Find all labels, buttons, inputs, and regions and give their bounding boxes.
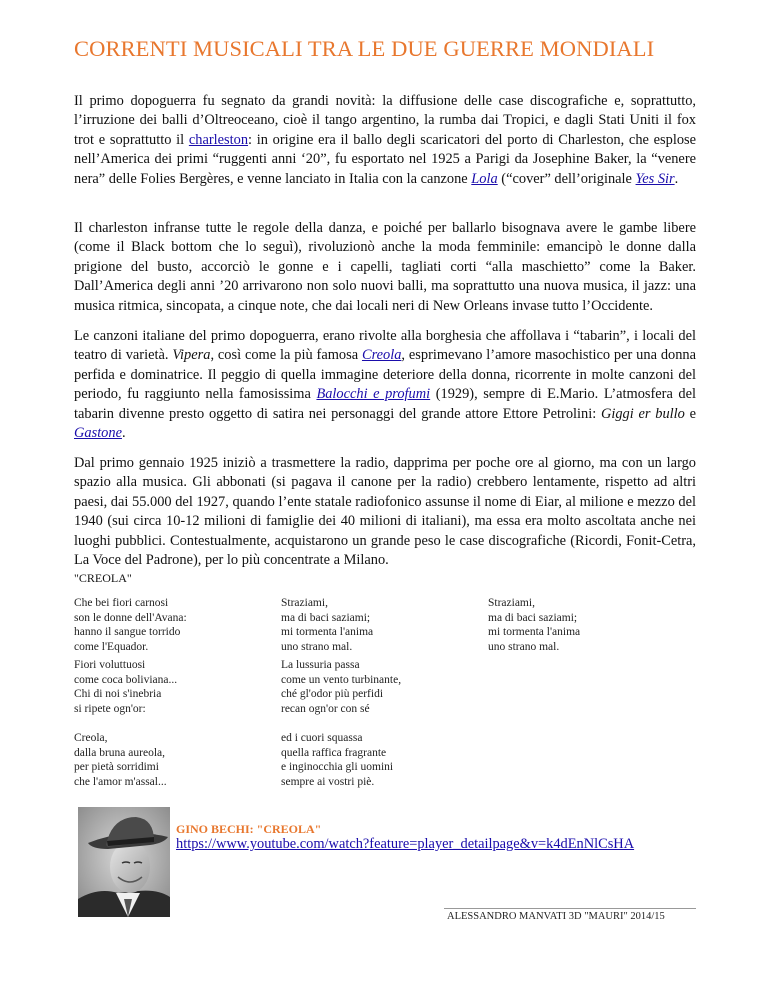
lyric-line: La lussuria passa [281,659,360,671]
paragraph-4 [74,454,696,570]
footer-divider [444,908,696,909]
lyric-line: come coca boliviana... [74,673,178,686]
lyric-line: recan ogn'or con sé [281,702,370,715]
lyric-line: ed i cuori squassa [281,732,363,744]
lyric-line: si ripete ogn'or: [74,702,146,715]
lyrics-stanza [74,596,187,654]
paragraph-text: . [121,425,126,442]
youtube-link[interactable]: https://www.youtube.com/watch?feature=player_detailpage&v=k4dEnNlCsHA [176,836,635,852]
lyric-line: hanno il sangue torrido [74,626,181,639]
lyric-line: Fiori voluttuosi [74,659,146,671]
lyric-line: Creola, [74,732,108,744]
paragraph-text: : in origine era il ballo degli scaricatori del porto di Charleston, che esplose nell’America dei primi “ruggenti anni ‘20”, fu esportato nel 1925 a Parigi da Josephine Baker, la “venere nera” delle Folies Bergères, e venne lanciato in Italia con la canzone [74,131,696,187]
lyric-line: mi tormenta l'anima [488,626,581,639]
inline-link[interactable]: Gastone [74,425,122,442]
lyrics-stanza [488,596,580,654]
lyric-line: come un vento turbinante, [281,673,402,686]
lyrics-stanza [281,596,373,654]
footer-credit: ALESSANDRO MANVATI 3D "MAURI" 2014/15 [447,911,665,922]
video-label: GINO BECHI: "CREOLA" [176,822,322,836]
paragraph-text: Il primo dopoguerra fu segnato da grandi novità: la diffusione delle case discografiche e, soprattutto, l’irruzione dei balli d’Oltreoceano, cioè il tango argentino, la rumba dai Tropici, e dagli Stati Uniti il fox trot e soprattutto il [74,93,696,148]
paragraph-1 [74,92,696,189]
paragraph-text: , esprimevano l’amore masochistico per una donna perfida e dominatrice. Il peggio di quella immagine deteriore della donna, ricorrente in molte canzoni del periodo, fu raggiunto nella famosissima [74,347,696,403]
lyric-line: son le donne dell'Avana: [74,611,187,624]
lyric-line: ma di baci saziami; [281,611,371,624]
lyric-line: e inginocchia gli uomini [281,761,394,774]
paragraph-3 [74,327,696,443]
paragraph-text: Il charleston infranse tutte le regole della danza, e poiché per ballarlo bisognava avere le gambe libere (come il Black bottom che lo seguì), rivoluzionò anche la moda femminile: emancipò le donne dalla prigione del busto, accorciò le gonne e i capelli, tagliati corti “alla maschietto” come la Baker. Dall’America degli anni ’20 arrivarono non solo nuovi balli, ma soprattutto una nuova musica, il jazz: una musica ritmica, sincopata, a cinque note, che dai locali neri di New Orleans invase tutto l’Occidente. [74,220,696,314]
lyric-line: quella raffica fragrante [281,746,387,759]
song-title: "CREOLA" [74,571,132,585]
lyric-line: dalla bruna aureola, [74,746,165,759]
lyrics-stanza [74,731,167,789]
paragraph-text: . [674,170,679,187]
paragraph-2 [74,219,696,316]
inline-link[interactable]: Balocchi e profumi [316,386,431,403]
paragraph-text: (“cover” dell’originale [497,170,636,187]
emphasis-text: Vipera [172,347,211,364]
inline-link[interactable]: charleston [188,131,249,148]
paragraph-text: , così come la più famosa [210,347,362,364]
inline-link[interactable]: Lola [471,170,498,187]
lyric-line: mi tormenta l'anima [281,626,374,639]
lyric-line: Che bei fiori carnosi [74,597,169,609]
lyric-line: ma di baci saziami; [488,611,578,624]
lyric-line: che l'amor m'assal... [74,775,167,788]
lyric-line: ché gl'odor più perfidi [281,688,384,701]
lyric-line: per pietà sorridimi [74,761,159,774]
emphasis-text: Giggi er bullo [600,405,685,422]
paragraph-text: Dal primo gennaio 1925 iniziò a trasmettere la radio, dapprima per poche ore al giorno, ma con un largo spazio alla musica. Gli abbonati (si pagava il canone per la radio) crebbero lentamente, rispetto ad altri paesi, dai 55.000 del 1927, quando l’ente statale radiofonico assunse il nome di Eiar, al milione e mezzo del 1940 (sui circa 10-12 milioni di famiglie dei 40 milioni di italiani), ma essa era molto ascoltata anche nei luoghi pubblici. Contestualmente, acquistarono un grande peso le case discografiche (Ricordi, Fonit-Cetra, La Voce del Padrone), per lo più concentrate a Milano. [74,455,696,569]
lyrics-stanza [281,731,393,789]
lyric-line: Straziami, [488,597,535,609]
lyrics-stanza [74,658,177,716]
page-title: CORRENTI MUSICALI TRA LE DUE GUERRE MONDIALI [74,36,655,61]
lyric-line: come l'Equador. [74,640,149,653]
lyric-line: Chi di noi s'inebria [74,688,162,701]
lyrics-stanza [281,658,401,716]
paragraph-text: (1929), sempre di E.Mario. L’atmosfera del tabarin divenne presto oggetto di satira nei personaggi del grande attore Ettore Petrolini: [74,386,696,422]
paragraph-text: e [684,405,696,422]
lyric-line: Straziami, [281,597,328,609]
lyric-line: sempre ai vostri piè. [281,775,375,788]
inline-link[interactable]: Creola [361,347,402,364]
inline-link[interactable]: Yes Sir [635,170,675,187]
lyric-line: uno strano mal. [281,640,353,653]
singer-portrait-image [78,807,170,917]
paragraph-text: Le canzoni italiane del primo dopoguerra, erano rivolte alla borghesia che affollava i “tabarin”, i locali del teatro di varietà. [74,328,696,364]
lyric-line: uno strano mal. [488,640,560,653]
